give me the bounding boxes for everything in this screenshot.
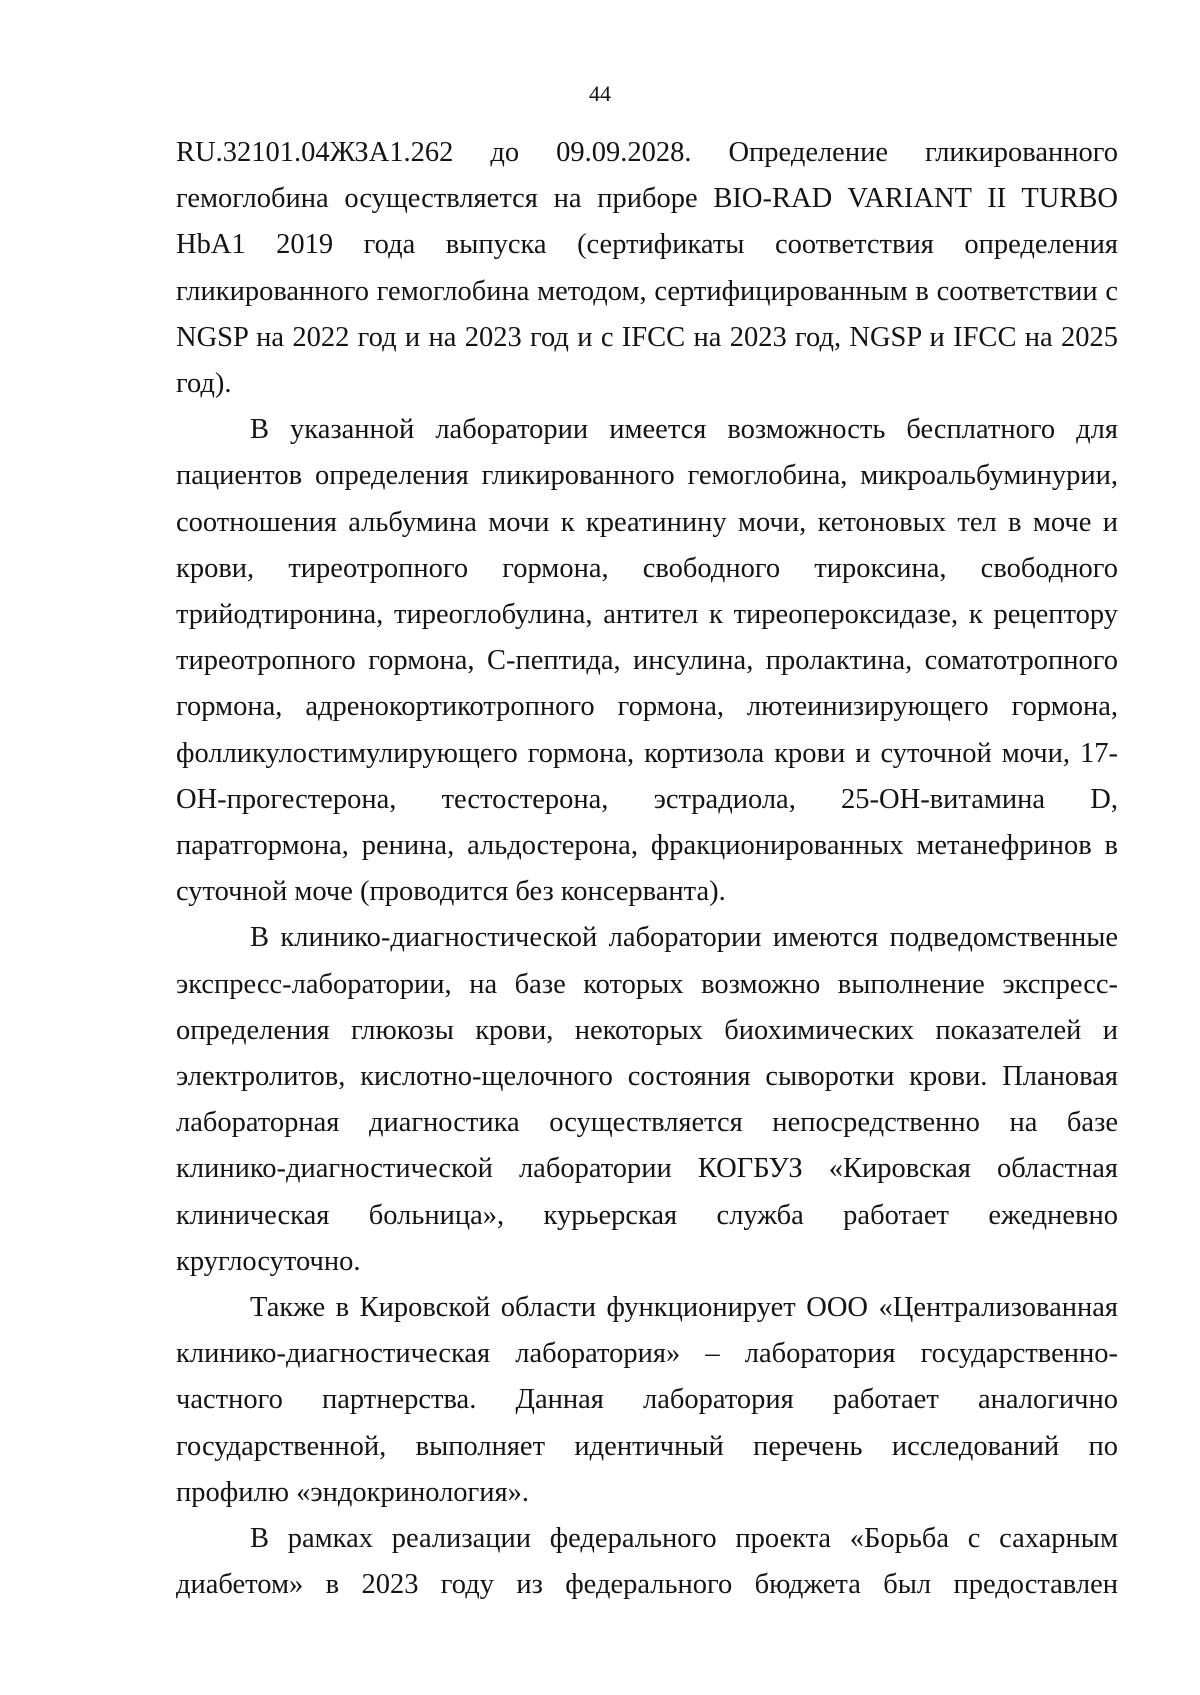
paragraph-certificate-details: RU.32101.04ЖЗА1.262 до 09.09.2028. Определение гликированного гемоглобина осуществляется на приборе BIO-RAD VARIANT II TURBO HbA1 2019 года выпуска (сертификаты соответствия определения гликированного гемоглобина методом, сертифицированным в соответствии с NGSP на 2022 год и на 2023 год и с IFCC на 2023 год, NGSP и IFCC на 2025 год). <box>176 137 1118 400</box>
page-number: 44 <box>589 81 611 106</box>
paragraph-private-lab: Также в Кировской области функционирует ООО «Централизованная клинико-диагностическая лаборатория» – лаборатория государственно-частного партнерства. Данная лаборатория работает аналогично государственной, выполняет идентичный перечень исследований по профилю «эндокринология». <box>176 1292 1118 1508</box>
page-body <box>176 130 1118 1609</box>
paragraph-federal-project: В рамках реализации федерального проекта «Борьба с сахарным диабетом» в 2023 году из федерального бюджета был предоставлен <box>176 1523 1118 1601</box>
paragraph-free-tests: В указанной лаборатории имеется возможность бесплатного для пациентов определения гликированного гемоглобина, микроальбуминурии, соотношения альбумина мочи к креатинину мочи, кетоновых тел в моче и крови, тиреотропного гормона, свободного тироксина, свободного трийодтиронина, тиреоглобулина, антител к тиреопероксидазе, к рецептору тиреотропного гормона, С-пептида, инсулина, пролактина, соматотропного гормона, адренокортикотропного гормона, лютеинизирующего гормона, фолликулостимулирующего гормона, кортизола крови и суточной мочи, 17-ОН-прогестерона, тестостерона, эстрадиола, 25-ОН-витамина D, паратгормона, ренина, альдостерона, фракционированных метанефринов в суточной моче (проводится без консерванта). <box>176 414 1118 908</box>
paragraph-express-labs: В клинико-диагностической лаборатории имеются подведомственные экспресс-лаборатории, на базе которых возможно выполнение экспресс-определения глюкозы крови, некоторых биохимических показателей и электролитов, кислотно-щелочного состояния сыворотки крови. Плановая лабораторная диагностика осуществляется непосредственно на базе клинико-диагностической лаборатории КОГБУЗ «Кировская областная клиническая больница», курьерская служба работает ежедневно круглосуточно. <box>176 922 1118 1277</box>
